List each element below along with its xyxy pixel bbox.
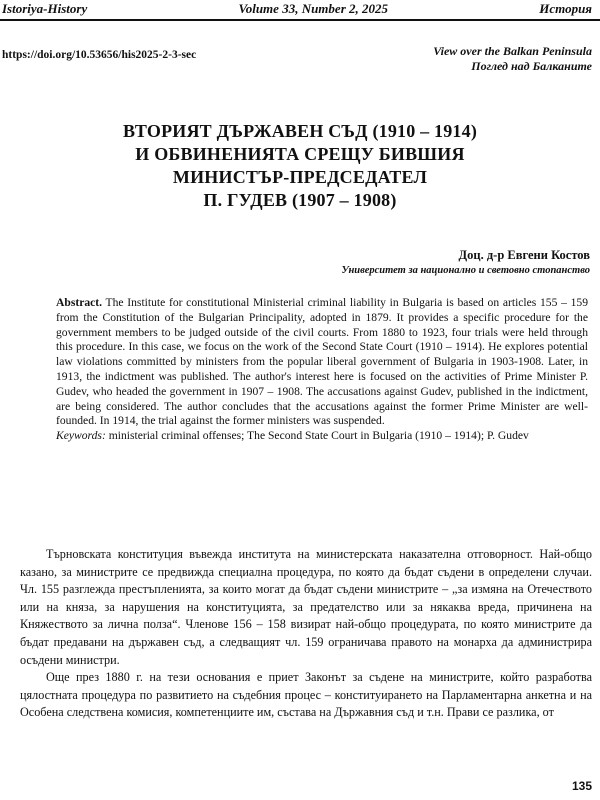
paragraph: Още през 1880 г. на тези основания е приет Законът за съдене на министрите, който разработва цялостната процедура по развитието на съдебния процес – конституирането на Парламентарна анкетна и на Особена следствена комисия, компетенциите им, състава на Държавния съд и т.н. Прави се разлика, от <box>20 670 592 720</box>
title-line: И ОБВИНЕНИЯТА СРЕЩУ БИВШИЯ <box>135 144 465 164</box>
title-line: МИНИСТЪР-ПРЕДСЕДАТЕЛ <box>172 167 428 187</box>
body-text <box>20 546 592 722</box>
page-number: 135 <box>571 779 592 793</box>
title-line: ВТОРИЯТ ДЪРЖАВЕН СЪД (1910 – 1914) <box>122 121 478 141</box>
abstract-text: The Institute for constitutional Ministerial criminal liability in Bulgaria is based on articles 155 – 159 from the Constitution of the Bulgarian Principality, adopted in 1879. It provides a specific procedure for the government members to be judged outside of the civil courts. From 1880 to 1923, four trials were held through this procedure. In this case, we focus on the work of the Second State Court (1910 – 1914). He explores potential law violations committed by ministers from the popular liberal government of Bulgaria in 1903-1908. Later, in 1913, the indictment was published. The author's interest here is focused on the activities of Prime Minister P. Gudev, who headed the government in 1907 – 1908. The accusations against Gudev, published in the indictment, are being considered. The author concludes that the accusations against the former Prime Minister are well-founded. In 1914, the trial against the former ministers was suspended. <box>56 296 588 428</box>
author-affiliation: Университет за национално и световно стопанство <box>341 265 590 276</box>
section-title-bg: Поглед над Балканите <box>471 59 592 73</box>
author-name: Доц. д-р Евгени Костов <box>458 248 590 262</box>
abstract-label: Abstract. <box>56 296 103 309</box>
running-header <box>0 0 600 18</box>
journal-name: Istoriya-History <box>2 1 88 16</box>
volume-info: Volume 33, Number 2, 2025 <box>238 1 388 16</box>
keywords-label: Keywords: <box>56 429 106 443</box>
header-rule <box>0 19 600 21</box>
section-title <box>433 44 592 74</box>
paragraph: Търновската конституция въвежда института на министерската наказателна отговорност. Най-общо казано, за министрите се предвижда специална процедура, по която да бъдат съдени в определени случаи. Чл. 155 разглежда престъпленията, за които могат да бъдат съдени министрите – „за измяна на Отечеството или на княза, за нарушения на конституцията, за предателство или за някаква вреда, причинена на Княжеството за лична полза“. Членове 156 – 158 визират най-общо процедурата, по която министрите да бъдат предавани на държавен съд, а следващият чл. 159 ограничава правото на монарха да администрира осъдени министри. <box>20 547 592 667</box>
title-line: П. ГУДЕВ (1907 – 1908) <box>203 190 397 210</box>
journal-name-bg: История <box>539 1 592 16</box>
keywords-text: ministerial criminal offenses; The Second State Court in Bulgaria (1910 – 1914); P. Gudev <box>108 429 529 443</box>
doi-link[interactable]: https://doi.org/10.53656/his2025-2-3-sec <box>2 49 197 61</box>
abstract <box>56 296 588 444</box>
section-title-en: View over the Balkan Peninsula <box>433 44 592 58</box>
article-title <box>0 120 600 212</box>
